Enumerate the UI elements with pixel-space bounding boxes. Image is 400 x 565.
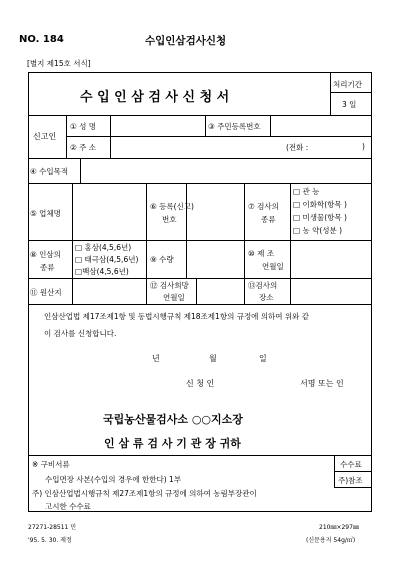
origin-label: ⑪ 원산지	[30, 288, 62, 297]
documents-item: 수입면장 사본(수입의 경우에 한한다) 1부	[45, 475, 182, 484]
form-code: 27271-28511 민	[28, 524, 77, 531]
inspection-type-label: ⑦ 검사의	[248, 202, 279, 211]
divider	[334, 487, 372, 488]
desired-date-label: ⑫ 검사희망	[150, 281, 189, 290]
date-day: 일	[259, 354, 267, 363]
manufacture-date-field[interactable]	[291, 241, 371, 278]
ginseng-type-label-2: 종류	[40, 263, 55, 272]
divider	[72, 240, 73, 278]
form-title: 수 입 인 삼 검 사 신 청 서	[80, 90, 230, 105]
divider	[334, 471, 372, 472]
divider	[244, 183, 245, 240]
manufacture-date-label: ⑩ 제 조	[248, 249, 274, 258]
registration-label: ⑥ 등록(신고)	[150, 202, 194, 211]
paper-size: 210㎜×297㎜	[319, 524, 359, 531]
name-field[interactable]	[110, 115, 205, 137]
inspection-type-option[interactable]: □ 농 약(성분 )	[293, 226, 343, 235]
divider	[205, 115, 206, 136]
ginseng-type-option[interactable]: □ 태극삼(4,5,6년)	[75, 255, 139, 264]
inspection-type-label-2: 종류	[261, 215, 276, 224]
business-field[interactable]	[73, 184, 146, 240]
inspection-type-option[interactable]: □ 관 능	[293, 187, 320, 196]
inspection-type-option[interactable]: □ 이화학(항목 )	[293, 200, 347, 209]
date-year: 년	[152, 354, 160, 363]
processing-period-label: 처리기간	[333, 80, 362, 89]
recipient-office: 국립농산물검사소 ○○지소장	[103, 413, 243, 426]
divider	[28, 304, 372, 305]
ginseng-type-label: ⑧ 인삼의	[30, 250, 61, 259]
registration-label-2: 번호	[162, 215, 177, 224]
desired-date-label-2: 연월일	[163, 293, 185, 302]
divider	[290, 183, 291, 240]
quantity-label: ⑨ 수량	[150, 255, 174, 264]
purpose-field[interactable]	[81, 159, 371, 183]
processing-period-value: 3 일	[342, 100, 357, 109]
divider	[146, 183, 147, 240]
divider	[330, 92, 372, 93]
fee-reference: 주)참조	[338, 476, 363, 485]
fee-note-line-2: 고시한 수수료	[45, 502, 91, 511]
form-enacted-date: '95. 5. 30. 제정	[28, 537, 72, 544]
purpose-label: ④ 수입목적	[30, 167, 69, 176]
inspection-place-field[interactable]	[291, 279, 371, 304]
paper-type: (신문용지 54g/㎡)	[306, 537, 356, 544]
manufacture-date-label-2: 연월일	[262, 262, 284, 271]
address-label: ② 주 소	[70, 143, 96, 152]
registration-field[interactable]	[187, 184, 244, 240]
reg-number-label: ③ 주민등록번호	[208, 122, 261, 131]
quantity-field[interactable]	[187, 241, 244, 278]
desired-date-field[interactable]	[197, 279, 244, 304]
phone-close: )	[362, 142, 365, 151]
recipient-title: 인 삼 류 검 사 기 관 장 귀하	[104, 437, 241, 450]
statement-line-2: 이 검사를 신청합니다.	[44, 329, 117, 338]
fee-label: 수수료	[340, 460, 362, 469]
documents-header: ※ 구비서류	[32, 460, 70, 469]
divider	[244, 278, 245, 304]
ginseng-type-option[interactable]: □백삼(4,5,6년)	[75, 267, 129, 276]
fee-note-line-1: 주) 인삼산업법시행규칙 제27조제1항의 규정에 의하여 농림부장관이	[32, 489, 257, 498]
divider	[330, 72, 331, 115]
applicant-signature-label: 신 청 인	[186, 379, 215, 388]
divider	[244, 240, 245, 278]
date-month: 월	[209, 354, 217, 363]
signature-or-seal-label[interactable]: 서명 또는 인	[300, 379, 344, 388]
address-field[interactable]	[110, 137, 372, 158]
phone-label: (전화 :	[286, 143, 309, 152]
form-reference: [별지 제15호 서식]	[27, 59, 91, 68]
divider	[146, 278, 147, 304]
divider	[28, 455, 372, 456]
origin-field[interactable]	[73, 279, 146, 304]
reg-number-field[interactable]	[270, 115, 372, 136]
ginseng-type-option[interactable]: □ 홍삼(4,5,6년)	[75, 243, 132, 252]
inspection-place-label-2: 장소	[259, 293, 274, 302]
divider	[146, 240, 147, 278]
inspection-type-option[interactable]: □ 미생물(항목 )	[293, 213, 347, 222]
name-label: ① 성 명	[70, 122, 96, 131]
form-number: NO. 184	[19, 34, 64, 45]
statement-line-1: 인삼산업법 제17조제1항 및 동법시행규칙 제18조제1항의 규정에 의하여 위와 같	[44, 312, 310, 321]
inspection-place-label: ⑬검사의	[248, 281, 278, 290]
page-title: 수입인삼검사신청	[145, 35, 227, 47]
applicant-label: 신고인	[33, 132, 57, 141]
business-label: ⑤ 업체명	[30, 209, 61, 218]
